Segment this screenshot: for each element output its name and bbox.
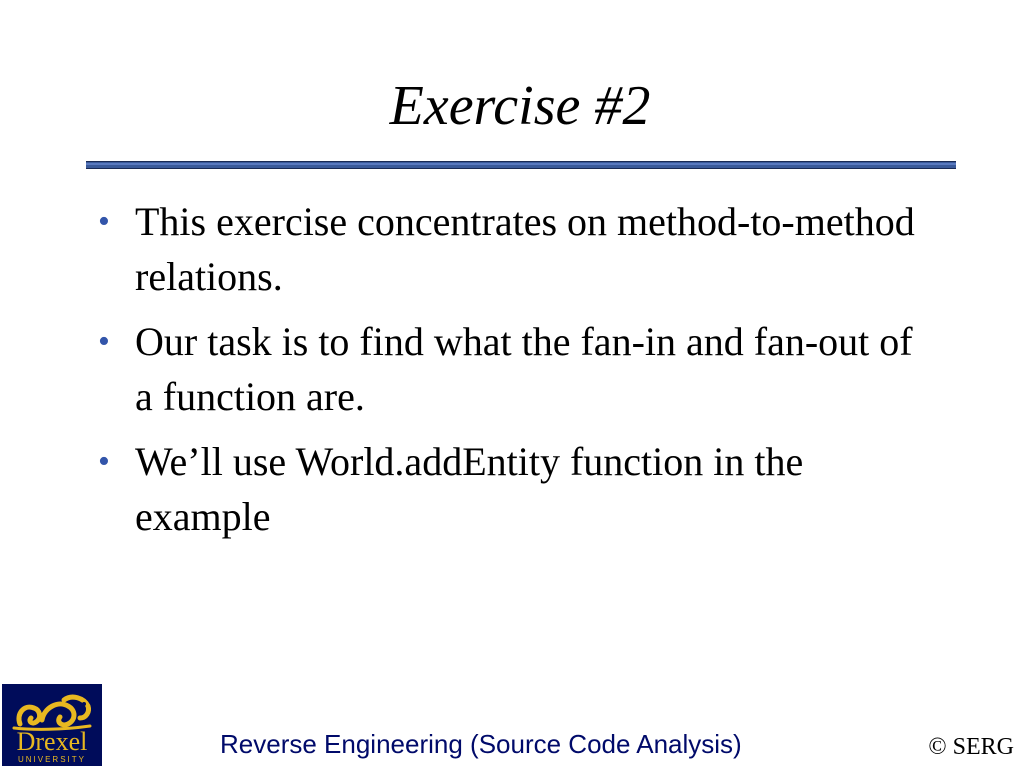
bullet-text: This exercise concentrates on method-to-method relations. [135,199,915,299]
logo-text: Drexel [16,727,88,756]
logo-subtext: UNIVERSITY [17,755,87,764]
drexel-logo [2,684,102,766]
bullet-icon: • [98,443,110,480]
title-divider [86,161,956,169]
footer-copyright: © SERG [928,734,1014,760]
bullet-text: Our task is to find what the fan-in and fan-out of a function are. [135,319,913,419]
drexel-dragon-icon [2,684,102,766]
footer-course-title: Reverse Engineering (Source Code Analysis) [220,729,742,759]
bullet-text: We’ll use World.addEntity function in the example [135,439,804,539]
bullet-icon: • [98,203,110,240]
bullet-list [98,194,928,554]
slide-title: Exercise #2 [389,75,651,137]
bullet-item [98,434,928,544]
title-divider-highlight [86,163,956,165]
bullet-item [98,194,928,304]
bullet-icon: • [98,323,110,360]
bullet-item [98,314,928,424]
